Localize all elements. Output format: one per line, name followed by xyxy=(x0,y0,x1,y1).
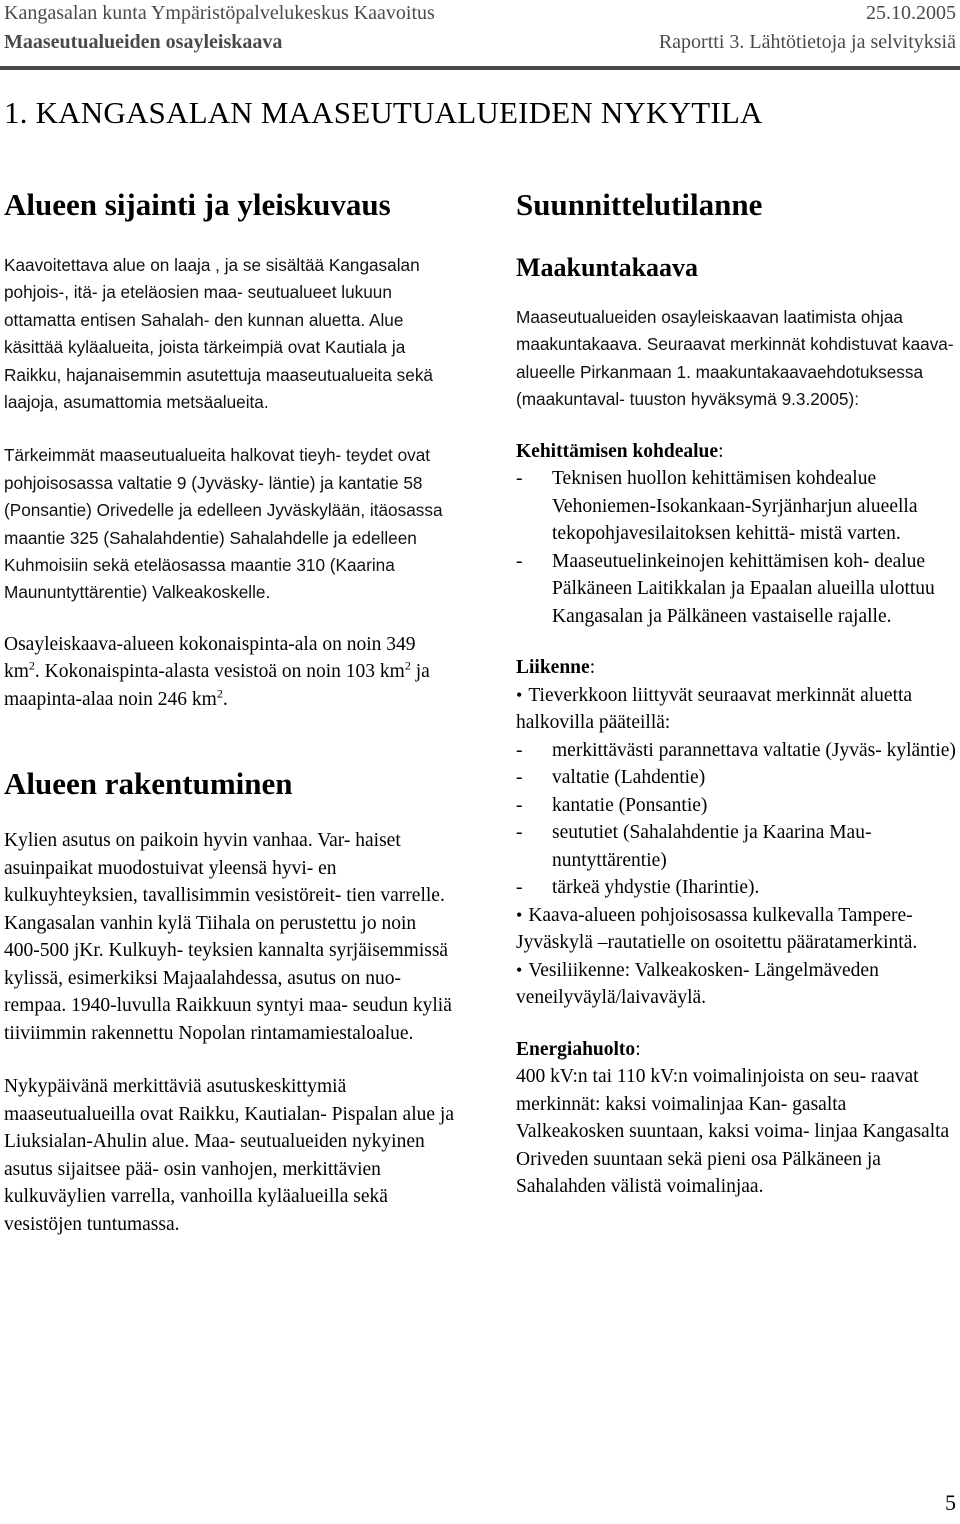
paragraph-energy: 400 kV:n tai 110 kV:n voimalinjoista on seu- raavat merkinnät: kaksi voimalinjaa Kan- gasalta Valkeakosken suuntaan, kaksi voima- linjaa Kangasalta Oriveden suuntaan sekä pieni osa Pälkäneen ja Sahalahden välistä voimalinjaa. xyxy=(516,1066,950,1198)
list-item: - merkittävästi parannettava valtatie (Jyväs- kyläntie) xyxy=(516,737,956,765)
development-list xyxy=(516,465,956,630)
list-item: - seututiet (Sahalahdentie ja Kaarina Mau- nuntyttärentie) xyxy=(516,819,956,874)
traffic-bullet-2: • Kaava-alueen pohjoisosassa kulkevalla Tampere-Jyväskylä –rautatielle on osoitettu pääratamerkintä. xyxy=(516,902,956,957)
label-traffic: Liikenne: xyxy=(516,657,596,679)
list-item: - Maaseutuelinkeinojen kehittämisen koh- dealue Pälkäneen Laitikkalan ja Epaalan alueilla ulottuu Kangasalan ja Pälkäneen vastaiselle rajalle. xyxy=(516,548,956,631)
header-rule xyxy=(0,66,960,70)
paragraph-location-2: Tärkeimmät maaseutualueita halkovat tieyh- teydet ovat pohjoisosassa valtatie 9 (Jyväsky- läntie) ja kantatie 58 (Ponsantie) Orivedelle ja edelleen Jyväskylään, itäosassa maantie 325 (Sahalahdentie) Sahalahdelle ja edelleen Kuhmoisiin sekä eteläosassa maantie 310 (Kaarina Maununtyttärentie) Valkeakoskelle. xyxy=(4,445,443,603)
label-energy: Energiahuolto: xyxy=(516,1038,641,1060)
header-plan-name: Maaseutualueiden osayleiskaava xyxy=(4,31,283,53)
right-column xyxy=(516,186,956,1201)
paragraph-regional-plan: Maaseutualueiden osayleiskaavan laatimista ohjaa maakuntakaava. Seuraavat merkinnät kohdistuvat kaava-alueelle Pirkanmaan 1. maakuntakaavaehdotuksessa (maakuntaval- tuuston hyväksymä 9.3.2005): xyxy=(516,307,954,410)
heading-planning: Suunnittelutilanne xyxy=(516,187,763,222)
traffic-bullet-3: • Vesiliikenne: Valkeakosken- Längelmäveden veneilyväylä/laivaväylä. xyxy=(516,957,956,1012)
list-item: - tärkeä yhdystie (Iharintie). xyxy=(516,874,956,902)
header-org: Kangasalan kunta Ympäristöpalvelukeskus Kaavoitus xyxy=(4,2,435,24)
header-date: 25.10.2005 xyxy=(866,2,956,24)
traffic-bullet-1: • Tieverkkoon liittyvät seuraavat merkinnät aluetta halkovilla pääteillä: xyxy=(516,682,956,737)
left-column xyxy=(4,186,454,1238)
list-item: - valtatie (Lahdentie) xyxy=(516,764,956,792)
heading-location: Alueen sijainti ja yleiskuvaus xyxy=(4,187,391,222)
paragraph-building-1: Kylien asutus on paikoin hyvin vanhaa. Var- haiset asuinpaikat muodostuivat yleensä hyvi- en kulkuyhteyksien, tavallisimmin vesistöreit- tien varrelle. Kangasalan vanhin kylä Tiihala on perustettu jo noin 400-500 jKr. Kulkuyh- teyksien kannalta syrjäisemmissä kylissä, esimerkiksi Majaalahdessa, asutus on nuo- rempaa. 1940-luvulla Raikkuun syntyi maa- seudun kyliä tiiviimmin rakennettu Nopolan rintamamiestaloalue. xyxy=(4,830,452,1044)
label-development-area: Kehittämisen kohdealue: xyxy=(516,440,724,462)
paragraph-area: Osayleiskaava-alueen kokonaispinta-ala on noin 349 $km^2$. Kokonaispinta-alasta vesistoä on noin 103 $km^2$ ja maapinta-alaa noin 246 $km^2$. xyxy=(4,633,430,710)
road-list xyxy=(516,737,956,902)
list-item: - kantatie (Ponsantie) xyxy=(516,792,956,820)
heading-building: Alueen rakentuminen xyxy=(4,766,293,802)
header-report: Raportti 3. Lähtötietoja ja selvityksiä xyxy=(658,31,956,53)
paragraph-location-1: Kaavoitettava alue on laaja , ja se sisältää Kangasalan pohjois-, itä- ja eteläosien maa- seutualueet lukuun ottamatta entisen Sahalah- den kunnan aluetta. Alue käsittää kyläalueita, joista tärkeimpiä ovat Kautiala ja Raikku, hajanaisemmin asutettuja maaseutualueita sekä laajoja, asumattomia metsäalueita. xyxy=(4,255,433,413)
paragraph-building-2: Nykypäivänä merkittäviä asutuskeskittymiä maaseutualueilla ovat Raikku, Kautialan- Pispalan alue ja Liuksialan-Ahulin alue. Maa- seutualueiden nykyinen asutus sijaitsee pää- osin vanhojen, merkittävien kulkuväylien varrella, vanhoilla kyläalueilla sekä vesistöjen tuntumassa. xyxy=(4,1076,454,1235)
page-title: 1. KANGASALAN MAASEUTUALUEIDEN NYKYTILA xyxy=(4,95,763,130)
heading-regional-plan: Maakuntakaava xyxy=(516,253,699,282)
page-number: 5 xyxy=(945,1490,956,1515)
list-item: - Teknisen huollon kehittämisen kohdealue Vehoniemen-Isokankaan-Syrjänharjun alueella tekopohjavesilaitoksen kehittä- mistä varten. xyxy=(516,465,956,548)
